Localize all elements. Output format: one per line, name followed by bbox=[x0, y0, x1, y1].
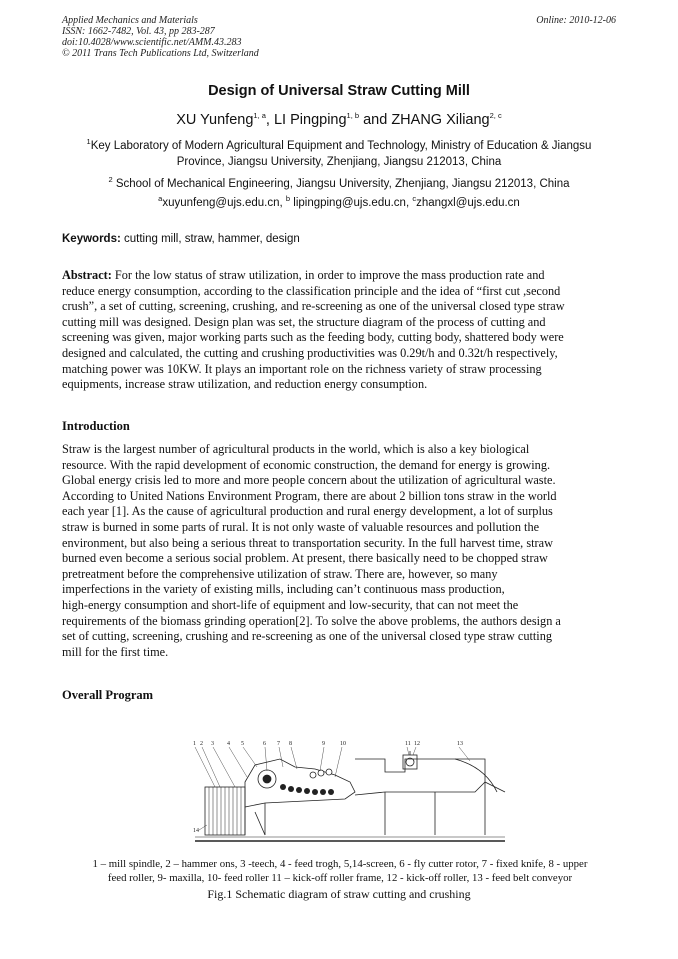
intro-line: each year [1]. As the cause of agricultural production and rural energy development, a lot of surplus bbox=[62, 504, 553, 519]
schematic-figure bbox=[185, 737, 515, 857]
affiliation-text: School of Mechanical Engineering, Jiangsu University, Zhenjiang, Jiangsu 212013, China bbox=[115, 178, 570, 190]
abstract-line: cutting mill was designed. Design plan was set, the structure diagram of the process of cutting and bbox=[62, 314, 546, 329]
online-date: Online: 2010-12-06 bbox=[536, 15, 616, 26]
abstract-line: reduce energy consumption, according to the classification principle and the idea of “first cut ,second bbox=[62, 283, 561, 298]
figure-part-number: 6 bbox=[263, 741, 266, 747]
intro-line: pretreatment before the comprehensive utilization of straw. There are, however, so many bbox=[62, 566, 498, 581]
affiliation-number: 1 bbox=[86, 137, 91, 147]
affiliation-text: Province, Jiangsu University, Zhenjiang, Jiangsu 212013, China bbox=[176, 156, 502, 168]
figure-part-number: 12 bbox=[414, 741, 420, 747]
figure-part-number: 13 bbox=[457, 741, 463, 747]
running-header bbox=[62, 15, 259, 59]
figure-part-number: 3 bbox=[211, 741, 214, 747]
figure-caption: Fig.1 Schematic diagram of straw cutting and crushing bbox=[207, 887, 471, 901]
email-address: zhangxl@ujs.edu.cn bbox=[416, 197, 520, 209]
abstract-line: crush”, a set of cutting, screening, crushing, and re-screening as one of the universal closed type straw bbox=[62, 299, 565, 314]
intro-line: environment, but also being a serious threat to transportation security. In the full harvest time, straw bbox=[62, 535, 553, 550]
abstract-line: screening was given, major working parts such as the feeding body, cutting body, shattered body were bbox=[62, 330, 564, 345]
figure-part-number: 7 bbox=[277, 741, 280, 747]
issn-line: ISSN: 1662-7482, Vol. 43, pp 283-287 bbox=[62, 26, 215, 37]
abstract-line: designed and calculated, the cutting and crushing productivities was 0.29t/h and 0.32t/h respectively, bbox=[62, 345, 558, 360]
email-address: lipingping@ujs.edu.cn, bbox=[290, 197, 413, 209]
intro-line: mill for the first time. bbox=[62, 644, 169, 659]
intro-line: imperfections in the variety of existing mills, including can’t continuous mass production, bbox=[62, 582, 505, 597]
keywords-text: cutting mill, straw, hammer, design bbox=[120, 233, 300, 245]
author-name: LI Pingping bbox=[273, 112, 347, 128]
figure-part-number: 5 bbox=[241, 741, 244, 747]
author-affil-mark: 1, a bbox=[253, 111, 266, 121]
intro-line: According to United Nations Environment Program, there are about 2 billion tons straw in the world bbox=[62, 488, 557, 503]
affiliation-2 bbox=[62, 176, 616, 192]
author-emails bbox=[0, 194, 678, 209]
author-affil-mark: 1, b bbox=[346, 111, 360, 121]
email-mark: c bbox=[412, 194, 417, 204]
section-heading-overall-program: Overall Program bbox=[62, 688, 154, 702]
introduction-body bbox=[62, 442, 615, 660]
figure-legend bbox=[62, 857, 618, 885]
section-heading-introduction: Introduction bbox=[62, 419, 130, 433]
email-mark: b bbox=[285, 194, 291, 204]
intro-line: set of cutting, screening, crushing and re-screening as one of the universal closed type straw cutting bbox=[62, 629, 553, 644]
figure-part-number: 1 bbox=[193, 741, 196, 747]
author-name: ZHANG Xiliang bbox=[391, 112, 490, 128]
copyright-line: © 2011 Trans Tech Publications Ltd, Switzerland bbox=[62, 48, 259, 59]
abstract-line: matching power was 10KW. It plays an important role on the richness variety of straw processing bbox=[62, 361, 542, 376]
affiliation-text: Key Laboratory of Modern Agricultural Equipment and Technology, Ministry of Education & Jiangsu bbox=[90, 140, 592, 152]
legend-line: feed roller, 9- maxilla, 10- feed roller 11 – kick-off roller frame, 12 - kick-off roller, 13 - feed belt conveyor bbox=[107, 872, 573, 884]
keywords-label: Keywords: bbox=[62, 233, 121, 245]
intro-line: straw is burned in some parts of rural. It is not only waste of valuable resources and pollution the bbox=[62, 519, 540, 534]
author-name: XU Yunfeng bbox=[176, 112, 254, 128]
figure-part-number: 10 bbox=[340, 741, 346, 747]
figure-part-number: 11 bbox=[405, 741, 411, 747]
intro-line: Straw is the largest number of agricultural products in the world, which is also a key biological bbox=[62, 442, 530, 456]
doi-line: doi:10.4028/www.scientific.net/AMM.43.283 bbox=[62, 37, 242, 48]
intro-line: burned even become a serious social problem. At present, there basically need to be chopped straw bbox=[62, 551, 548, 566]
legend-line: 1 – mill spindle, 2 – hammer ons, 3 -teech, 4 - feed trogh, 5,14-screen, 6 - fly cutter rotor, 7 - fixed knife, 8 - upper bbox=[92, 858, 588, 870]
straw-cutting-mill-diagram bbox=[185, 737, 515, 852]
figure-part-number: 9 bbox=[322, 741, 325, 747]
intro-line: high-energy consumption and short-life of equipment and low-security, that can not meet the bbox=[62, 597, 519, 612]
email-address: xuyunfeng@ujs.edu.cn, bbox=[162, 197, 286, 209]
affiliation-number: 2 bbox=[108, 175, 113, 185]
author-separator: and bbox=[359, 112, 392, 128]
intro-line: requirements of the biomass grinding operation[2]. To solve the above problems, the authors design a bbox=[62, 613, 561, 628]
author-list bbox=[0, 112, 678, 128]
affiliation-1 bbox=[62, 138, 616, 170]
author-separator: , bbox=[265, 112, 274, 128]
intro-line: Global energy crisis led to more and more people concern about the utilization of agricultural waste. bbox=[62, 473, 556, 488]
figure-part-number: 2 bbox=[200, 741, 203, 747]
intro-line: resource. With the rapid development of economic construction, the demand for energy is growing. bbox=[62, 457, 551, 472]
paper-title: Design of Universal Straw Cutting Mill bbox=[208, 83, 470, 99]
journal-name: Applied Mechanics and Materials bbox=[62, 15, 198, 26]
abstract-label: Abstract: bbox=[62, 268, 112, 282]
figure-part-number: 4 bbox=[227, 741, 230, 747]
abstract-line: For the low status of straw utilization, in order to improve the mass production rate and bbox=[111, 268, 545, 282]
author-affil-mark: 2, c bbox=[489, 111, 502, 121]
figure-part-number: 14 bbox=[193, 828, 199, 834]
figure-part-number: 8 bbox=[289, 741, 292, 747]
email-mark: a bbox=[158, 194, 163, 204]
abstract bbox=[62, 268, 615, 393]
abstract-line: equipments, increase straw utilization, and reduction energy consumption. bbox=[62, 377, 428, 392]
keywords bbox=[62, 233, 300, 245]
